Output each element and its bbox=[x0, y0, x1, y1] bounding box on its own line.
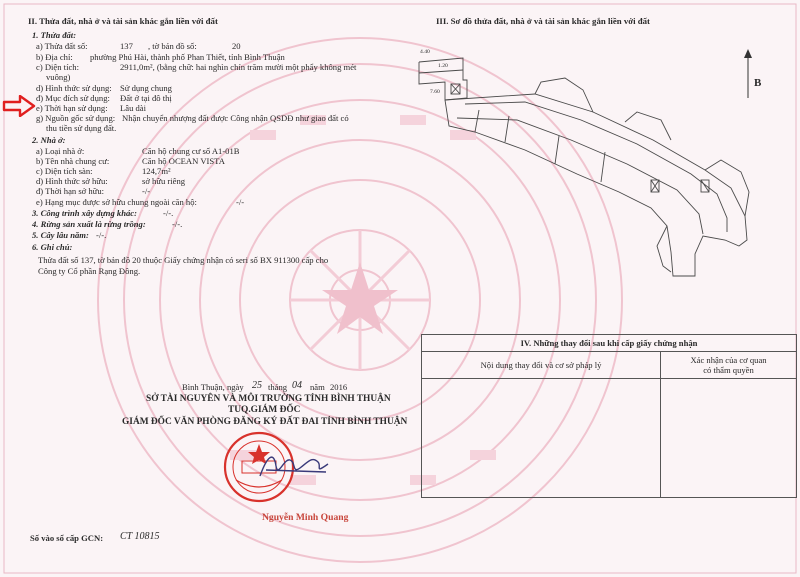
usage-origin-value-cont: thu tiền sử dụng đất. bbox=[46, 123, 117, 133]
dimension-label-3: 7.60 bbox=[430, 89, 440, 95]
date-month: 04 bbox=[292, 380, 302, 391]
place-date-prefix: Bình Thuận, ngày bbox=[182, 382, 244, 392]
signer-position: TUQ.GIÁM ĐỐC bbox=[228, 405, 301, 415]
section-iii-title: III. Sơ đồ thửa đất, nhà ở và tài sản khác gắn liền với đất bbox=[436, 16, 650, 26]
area-value-cont: vuông) bbox=[46, 72, 71, 82]
floor-area-value: 124,7m² bbox=[142, 166, 171, 176]
perennial-trees-label: 5. Cây lâu năm: bbox=[32, 230, 89, 240]
notes-line-1: Thửa đất số 137, tờ bản đồ 20 thuộc Giấy chứng nhận có seri số BX 911300 cấp cho bbox=[38, 255, 329, 265]
usage-purpose-label: đ) Mục đích sử dụng: bbox=[36, 93, 110, 103]
date-year: 2016 bbox=[330, 382, 348, 392]
date-year-label: năm bbox=[310, 382, 325, 392]
building-name-value: Căn hộ OCEAN VISTA bbox=[142, 156, 225, 166]
house-heading: 2. Nhà ở: bbox=[32, 135, 66, 145]
usage-purpose-value: Đất ở tại đô thị bbox=[120, 93, 172, 103]
changes-cell-content bbox=[422, 379, 661, 498]
shared-items-label: e) Hạng mục được sở hữu chung ngoài căn hộ: bbox=[36, 197, 197, 207]
usage-term-value: Lâu dài bbox=[120, 103, 147, 113]
north-label: B bbox=[754, 77, 762, 89]
section-ii-title: II. Thửa đất, nhà ở và tài sản khác gắn liền với đất bbox=[28, 16, 218, 26]
changes-col-content: Nội dung thay đổi và cơ sở pháp lý bbox=[422, 352, 661, 379]
changes-col-confirmation-line2: có thẩm quyền bbox=[703, 365, 754, 375]
usage-origin-label: g) Nguồn gốc sử dụng: bbox=[36, 113, 116, 123]
perennial-trees-value: -/-. bbox=[96, 230, 107, 240]
ownership-term-value: -/- bbox=[142, 186, 151, 196]
notes-heading: 6. Ghi chú: bbox=[32, 242, 73, 252]
usage-origin-value: Nhận chuyển nhượng đất được Công nhận QSDĐ như giao đất có bbox=[122, 113, 349, 123]
map-sheet-value: 20 bbox=[232, 41, 241, 51]
date-day: 25 bbox=[252, 380, 262, 391]
planted-forest-value: -/-. bbox=[172, 219, 183, 229]
changes-col-confirmation bbox=[661, 352, 797, 379]
plot-diagram bbox=[405, 40, 775, 300]
house-type-value: Căn hộ chung cư số A1-01B bbox=[142, 146, 240, 156]
other-construction-value: -/-. bbox=[163, 208, 174, 218]
area-value: 2911,0m², (bằng chữ: hai nghìn chín trăm mười một phẩy không mét bbox=[120, 62, 357, 72]
changes-table-title: IV. Những thay đổi sau khi cấp giấy chứng nhận bbox=[422, 335, 797, 352]
planted-forest-label: 4. Rừng sản xuất là rừng trồng: bbox=[32, 219, 146, 229]
dimension-label-2: 1.20 bbox=[438, 63, 448, 69]
usage-term-label: e) Thời hạn sử dụng: bbox=[36, 103, 108, 113]
address-value: phường Phú Hài, thành phố Phan Thiết, tỉnh Bình Thuận bbox=[90, 52, 285, 62]
house-type-label: a) Loại nhà ở: bbox=[36, 146, 85, 156]
issuing-office: GIÁM ĐỐC VĂN PHÒNG ĐĂNG KÝ ĐẤT ĐAI TỈNH BÌNH THUẬN bbox=[122, 417, 408, 427]
floor-area-label: c) Diện tích sàn: bbox=[36, 166, 93, 176]
dimension-label-1: 4.40 bbox=[420, 49, 430, 55]
land-heading: 1. Thửa đất: bbox=[32, 30, 77, 40]
changes-cell-confirmation bbox=[661, 379, 797, 498]
map-sheet-label: , tờ bản đồ số: bbox=[148, 41, 197, 51]
land-number-label: a) Thửa đất số: bbox=[36, 41, 88, 51]
changes-table bbox=[421, 334, 797, 498]
usage-form-label: d) Hình thức sử dụng: bbox=[36, 83, 112, 93]
date-month-label: tháng bbox=[268, 382, 288, 392]
land-number-value: 137 bbox=[120, 41, 133, 51]
ownership-form-value: sở hữu riêng bbox=[142, 176, 186, 186]
ownership-form-label: d) Hình thức sở hữu: bbox=[36, 176, 108, 186]
gcn-register-value: CT 10815 bbox=[120, 531, 160, 542]
shared-items-value: -/- bbox=[236, 197, 245, 207]
notes-line-2: Công ty Cổ phần Rạng Đông. bbox=[38, 266, 141, 276]
area-label: c) Diện tích: bbox=[36, 62, 79, 72]
ownership-term-label: đ) Thời hạn sở hữu: bbox=[36, 186, 105, 196]
changes-col-confirmation-line1: Xác nhận của cơ quan bbox=[690, 355, 767, 365]
pointer-arrow-icon bbox=[2, 95, 36, 117]
signer-name: Nguyễn Minh Quang bbox=[262, 512, 349, 523]
usage-form-value: Sử dụng chung bbox=[120, 83, 172, 93]
other-construction-label: 3. Công trình xây dựng khác: bbox=[32, 208, 137, 218]
address-label: b) Địa chỉ: bbox=[36, 52, 73, 62]
building-name-label: b) Tên nhà chung cư: bbox=[36, 156, 110, 166]
issuing-department: SỞ TÀI NGUYÊN VÀ MÔI TRƯỜNG TỈNH BÌNH THUẬN bbox=[146, 394, 391, 404]
gcn-register-label: Số vào sổ cấp GCN: bbox=[30, 533, 104, 543]
handwritten-signature bbox=[256, 448, 336, 484]
